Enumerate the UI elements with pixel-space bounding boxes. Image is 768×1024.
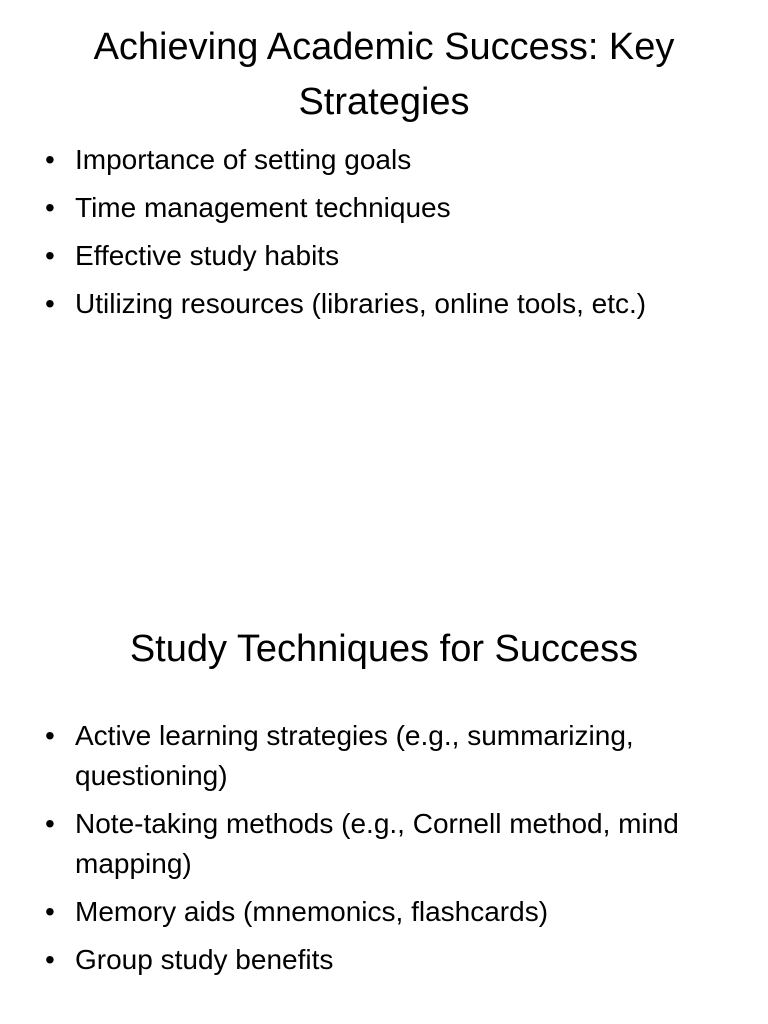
bullet-list bbox=[38, 716, 730, 988]
list-item bbox=[38, 892, 730, 932]
bullet-text: Time management techniques bbox=[75, 192, 451, 223]
bullet-text: Importance of setting goals bbox=[75, 144, 412, 175]
bullet-icon: • bbox=[45, 896, 55, 927]
list-item bbox=[38, 804, 730, 884]
list-item bbox=[38, 140, 730, 180]
bullet-icon: • bbox=[45, 288, 55, 319]
bullet-icon: • bbox=[45, 240, 55, 271]
bullet-icon: • bbox=[45, 944, 55, 975]
bullet-icon: • bbox=[45, 720, 55, 751]
list-item bbox=[38, 716, 730, 796]
list-item bbox=[38, 188, 730, 228]
bullet-text: Active learning strategies (e.g., summarizing, questioning) bbox=[75, 720, 634, 791]
slide-title: Study Techniques for Success bbox=[129, 628, 639, 670]
bullet-text: Effective study habits bbox=[75, 240, 340, 271]
list-item bbox=[38, 236, 730, 276]
bullet-icon: • bbox=[45, 808, 55, 839]
bullet-text: Note-taking methods (e.g., Cornell method, mind mapping) bbox=[75, 808, 679, 879]
list-item bbox=[38, 284, 730, 324]
bullet-text: Utilizing resources (libraries, online tools, etc.) bbox=[75, 288, 647, 319]
bullet-list bbox=[38, 140, 730, 332]
bullet-icon: • bbox=[45, 192, 55, 223]
bullet-text: Memory aids (mnemonics, flashcards) bbox=[75, 896, 549, 927]
slide-title: Achieving Academic Success: Key Strategies bbox=[93, 26, 675, 123]
bullet-icon: • bbox=[45, 144, 55, 175]
slide-2 bbox=[0, 512, 768, 1024]
list-item bbox=[38, 940, 730, 980]
bullet-text: Group study benefits bbox=[75, 944, 334, 975]
